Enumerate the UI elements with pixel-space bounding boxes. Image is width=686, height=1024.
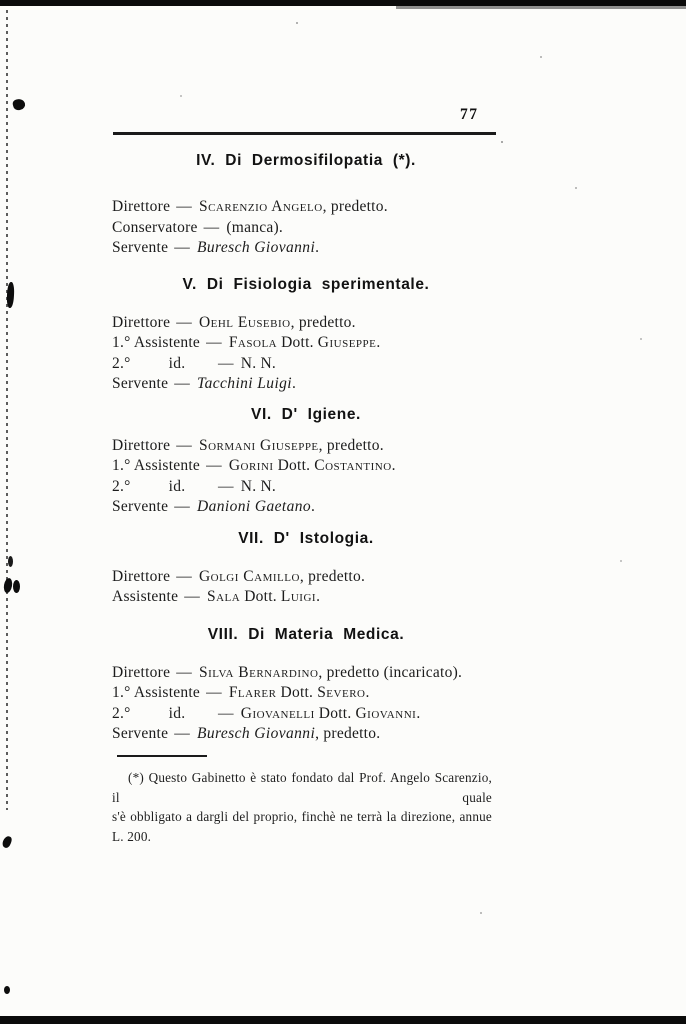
em-dash: — (206, 684, 222, 701)
scan-artifact-bottom-edge (0, 1016, 686, 1024)
name-title: Dott. (280, 684, 314, 701)
section-materia-medica (112, 626, 500, 745)
page-content (112, 149, 500, 745)
entry-row (112, 724, 500, 745)
entry-row (112, 238, 500, 259)
entry-row (112, 333, 500, 354)
entry-suffix: . (315, 239, 320, 256)
role-label: Direttore (112, 567, 171, 585)
footnote-line: L. 200. (112, 828, 152, 844)
role-idem: id. (168, 477, 186, 495)
role-ordinal: 2.° (112, 477, 131, 495)
role-label: Direttore (112, 436, 171, 454)
section-fisiologia-sperimentale (112, 276, 500, 395)
role-label: Servente (112, 725, 169, 742)
person-surname: Fasola (228, 334, 278, 351)
person-name: Danioni Gaetano (196, 498, 312, 515)
section-heading: V. Di Fisiologia sperimentale. (182, 275, 430, 293)
entry-suffix: . (391, 457, 396, 474)
em-dash: — (218, 354, 234, 372)
entry-row (112, 704, 500, 725)
scan-artifact-specks (0, 0, 2, 2)
em-dash: — (174, 239, 190, 256)
entry-row (112, 663, 500, 684)
person-firstname: Giovanni (355, 704, 417, 722)
em-dash: — (206, 334, 222, 351)
em-dash: — (218, 477, 234, 495)
entry-value: (manca). (226, 218, 284, 236)
entry-row (112, 587, 500, 608)
role-ordinal: 2.° (112, 704, 131, 722)
role-label: 1.° Assistente (112, 684, 201, 701)
em-dash: — (174, 725, 190, 742)
section-heading: VII. D' Istologia. (238, 529, 374, 547)
person-name: Scarenzio Angelo (198, 198, 323, 215)
em-dash: — (176, 567, 192, 585)
person-name: Tacchini Luigi (196, 375, 293, 392)
entry-row (112, 567, 500, 588)
footnote (112, 768, 492, 846)
em-dash: — (174, 375, 190, 392)
scan-artifact-binding-line (6, 10, 8, 810)
header-rule (113, 132, 496, 135)
role-label: Direttore (112, 313, 171, 331)
entry-row (112, 313, 500, 334)
scan-artifact-blob (8, 556, 13, 567)
section-istologia (112, 530, 500, 608)
role-label: Servente (112, 498, 169, 515)
entry-suffix: . (365, 684, 370, 701)
scan-artifact-blob (6, 282, 14, 308)
scan-artifact-blob (12, 98, 26, 112)
person-firstname: Giuseppe (317, 334, 377, 351)
person-name: Silva Bernardino (198, 663, 319, 681)
section-igiene (112, 406, 500, 518)
person-surname: Flarer (228, 684, 277, 701)
person-surname: Gorini (228, 457, 274, 474)
role-label: 1.° Assistente (112, 457, 201, 474)
entry-suffix: , predetto. (290, 313, 356, 331)
scan-artifact-blob (3, 577, 13, 593)
role-label: Servente (112, 239, 169, 256)
person-name: Oehl Eusebio (198, 313, 291, 331)
scan-artifact-blob (1, 835, 13, 849)
page-number: 77 (460, 106, 479, 123)
scan-artifact-top-streak (396, 6, 686, 9)
role-ordinal: 2.° (112, 354, 131, 372)
entry-row (112, 354, 500, 375)
role-label: Direttore (112, 663, 171, 681)
em-dash: — (176, 436, 192, 454)
name-title: Dott. (244, 588, 277, 605)
person-surname: Giovanelli (240, 704, 315, 722)
person-name: Golgi Camillo (198, 567, 300, 585)
em-dash: — (206, 457, 222, 474)
role-idem: id. (168, 354, 186, 372)
role-label: 1.° Assistente (112, 334, 201, 351)
section-heading: VIII. Di Materia Medica. (207, 625, 405, 643)
person-firstname: Luigi (280, 588, 317, 605)
em-dash: — (184, 588, 200, 605)
entry-suffix: . (416, 704, 421, 722)
entry-row (112, 477, 500, 498)
entry-suffix: , predetto. (322, 198, 388, 215)
scan-artifact-blob (13, 580, 20, 593)
entry-suffix: , predetto. (299, 567, 366, 585)
em-dash: — (203, 218, 220, 236)
footnote-rule (117, 755, 207, 757)
entry-value: N. N. (240, 354, 277, 372)
name-title: Dott. (281, 334, 314, 351)
em-dash: — (174, 498, 190, 515)
entry-suffix: . (311, 498, 316, 515)
footnote-line: (*) Questo Gabinetto è stato fondato dal Prof. Angelo Scarenzio, il quale (112, 770, 492, 805)
em-dash: — (176, 198, 192, 215)
em-dash: — (176, 663, 192, 681)
footnote-line: s'è obbligato a dargli del proprio, finchè ne terrà la direzione, annue (112, 809, 492, 824)
section-heading: IV. Di Dermosifilopatia (*). (196, 152, 416, 169)
section-heading: VI. D' Igiene. (251, 405, 361, 423)
person-firstname: Severo (317, 684, 366, 701)
role-label: Direttore (112, 198, 171, 215)
scan-artifact-blob (4, 986, 10, 994)
person-name: Buresch Giovanni (196, 239, 316, 256)
role-label: Assistente (112, 588, 179, 605)
section-dermosifilopatia (112, 152, 500, 259)
entry-row (112, 218, 500, 239)
person-firstname: Costantino (314, 457, 392, 474)
person-surname: Sala (206, 588, 241, 605)
role-label: Conservatore (112, 218, 198, 236)
entry-row (112, 497, 500, 518)
entry-row (112, 456, 500, 477)
name-title: Dott. (318, 704, 352, 722)
role-idem: id. (168, 704, 186, 722)
em-dash: — (218, 704, 234, 722)
name-title: Dott. (277, 457, 311, 474)
entry-row (112, 374, 500, 395)
person-name: Sormani Giuseppe (198, 436, 319, 454)
role-label: Servente (112, 375, 169, 392)
person-name: Buresch Giovanni (196, 725, 316, 742)
entry-suffix: . (316, 588, 321, 605)
entry-row (112, 683, 500, 704)
entry-row (112, 436, 500, 457)
entry-value: N. N. (240, 477, 277, 495)
entry-suffix: , predetto. (318, 436, 384, 454)
entry-row (112, 197, 500, 218)
em-dash: — (176, 313, 192, 331)
entry-suffix: . (376, 334, 381, 351)
entry-suffix: . (292, 375, 297, 392)
entry-suffix: , predetto (incaricato). (318, 663, 463, 681)
entry-suffix: , predetto. (315, 725, 381, 742)
